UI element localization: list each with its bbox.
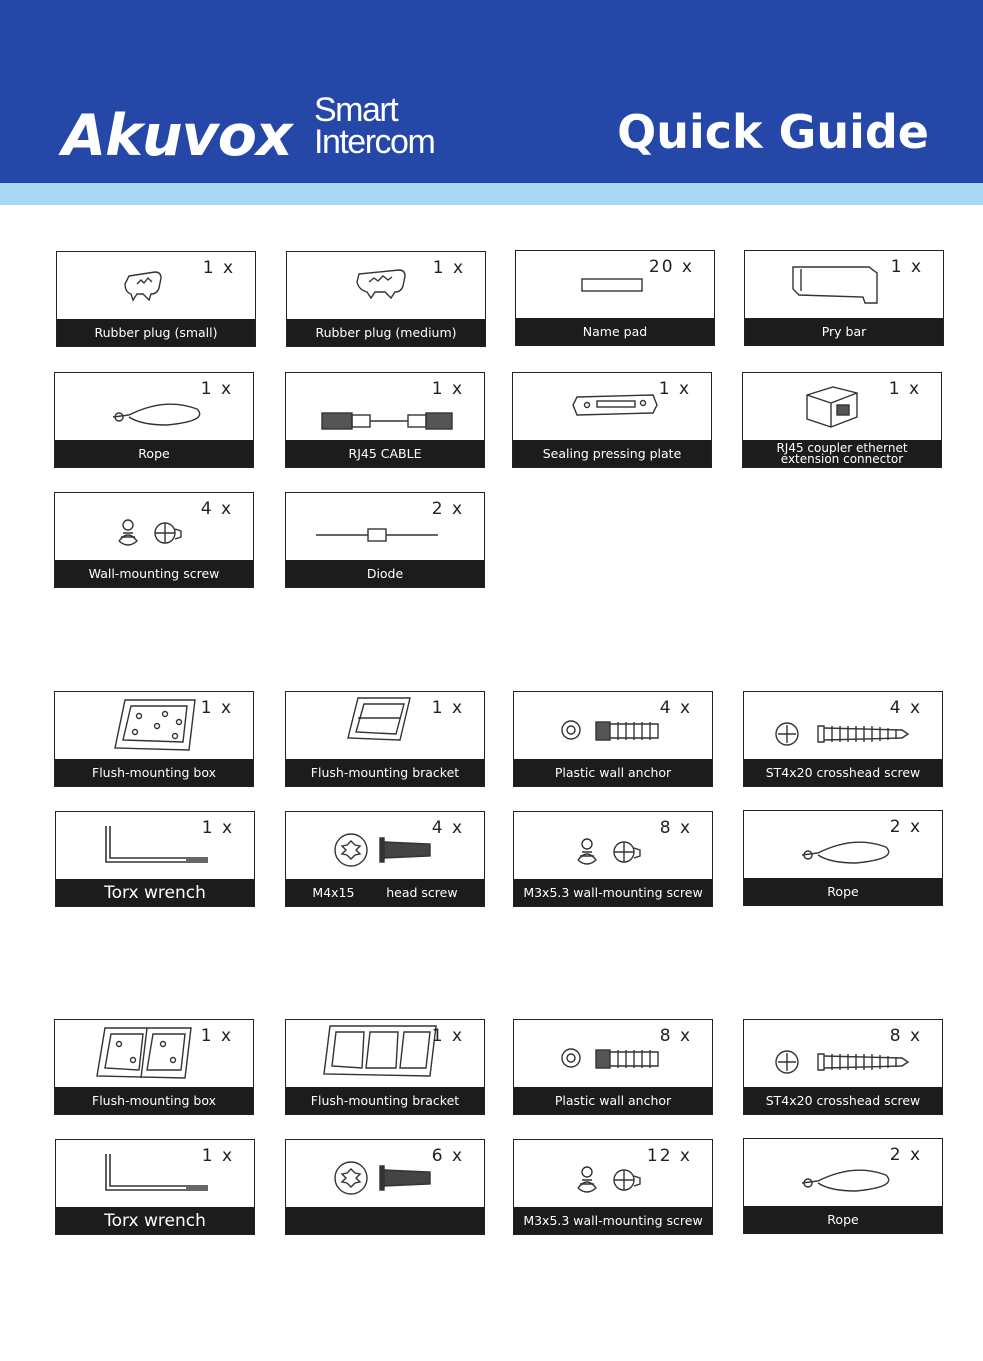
item-label: RJ45 CABLE — [286, 440, 484, 467]
item-card — [285, 691, 485, 787]
item-label: Flush-mounting bracket — [286, 1087, 484, 1114]
item-label: Plastic wall anchor — [514, 759, 712, 786]
item-label: ST4x20 crosshead screw — [744, 759, 942, 786]
item-label: M3x5.3 wall-mounting screw — [514, 879, 712, 906]
item-quantity: 20 x — [648, 257, 694, 277]
item-label: Diode — [286, 560, 484, 587]
item-label: Name pad — [516, 318, 714, 345]
item-label: Plastic wall anchor — [514, 1087, 712, 1114]
item-quantity: 2 x — [889, 1145, 922, 1165]
item-card — [743, 1019, 943, 1115]
item-quantity: 1 x — [200, 379, 233, 399]
item-card — [513, 811, 713, 907]
tagline-top: Smart — [314, 91, 398, 129]
item-quantity: 1 x — [200, 1026, 233, 1046]
item-quantity: 1 x — [890, 257, 923, 277]
item-quantity: 4 x — [431, 818, 464, 838]
item-quantity: 8 x — [659, 1026, 692, 1046]
item-card — [512, 372, 712, 468]
item-card — [285, 1019, 485, 1115]
item-label: Rope — [55, 440, 253, 467]
item-label: Wall-mounting screw — [55, 560, 253, 587]
item-card — [285, 492, 485, 588]
item-quantity: 2 x — [431, 499, 464, 519]
page-title: Quick Guide — [617, 105, 929, 159]
item-quantity: 1 x — [431, 379, 464, 399]
item-card — [744, 250, 944, 346]
item-card — [743, 810, 943, 906]
item-quantity: 1 x — [202, 258, 235, 278]
item-card — [55, 1139, 255, 1235]
item-label: Rubber plug (medium) — [287, 319, 485, 346]
item-card — [54, 691, 254, 787]
item-quantity: 1 x — [201, 1146, 234, 1166]
header-banner — [0, 0, 983, 183]
item-card — [515, 250, 715, 346]
item-card — [513, 1139, 713, 1235]
item-card — [285, 811, 485, 907]
item-card — [743, 1138, 943, 1234]
item-label: Rope — [744, 878, 942, 905]
item-quantity: 1 x — [432, 258, 465, 278]
item-label: Sealing pressing plate — [513, 440, 711, 467]
item-card — [285, 372, 485, 468]
item-label: Flush-mounting box — [55, 1087, 253, 1114]
item-label: Flush-mounting box — [55, 759, 253, 786]
item-card — [54, 1019, 254, 1115]
item-quantity: 4 x — [659, 698, 692, 718]
item-quantity: 1 x — [201, 818, 234, 838]
item-card — [285, 1139, 485, 1235]
item-quantity: 6 x — [431, 1146, 464, 1166]
item-label: Torx wrench — [56, 1207, 254, 1234]
item-card — [742, 372, 942, 468]
item-quantity: 1 x — [658, 379, 691, 399]
item-quantity: 1 x — [431, 1026, 464, 1046]
item-quantity: 4 x — [889, 698, 922, 718]
item-quantity: 8 x — [659, 818, 692, 838]
item-label: M4x15 head screw — [286, 879, 484, 906]
item-card — [54, 372, 254, 468]
item-label: Flush-mounting bracket — [286, 759, 484, 786]
item-card — [286, 251, 486, 347]
item-label: RJ45 coupler ethernet extension connector — [743, 440, 941, 467]
item-label: Rope — [744, 1206, 942, 1233]
brand-tagline — [314, 91, 435, 161]
item-card — [513, 691, 713, 787]
item-card — [743, 691, 943, 787]
item-card — [513, 1019, 713, 1115]
item-quantity: 2 x — [889, 817, 922, 837]
item-label: Pry bar — [745, 318, 943, 345]
item-quantity: 1 x — [200, 698, 233, 718]
item-quantity: 1 x — [431, 698, 464, 718]
item-quantity: 1 x — [888, 379, 921, 399]
item-quantity: 8 x — [889, 1026, 922, 1046]
item-quantity: 4 x — [200, 499, 233, 519]
item-card — [54, 492, 254, 588]
tagline-bottom: Intercom — [314, 123, 435, 161]
header-accent-strip — [0, 183, 983, 205]
brand-name: Akuvox — [62, 103, 292, 169]
item-label: ST4x20 crosshead screw — [744, 1087, 942, 1114]
item-label — [286, 1207, 484, 1234]
item-label: Rubber plug (small) — [57, 319, 255, 346]
item-label: M3x5.3 wall-mounting screw — [514, 1207, 712, 1234]
item-card — [56, 251, 256, 347]
item-card — [55, 811, 255, 907]
item-quantity: 12 x — [646, 1146, 692, 1166]
item-label: Torx wrench — [56, 879, 254, 906]
